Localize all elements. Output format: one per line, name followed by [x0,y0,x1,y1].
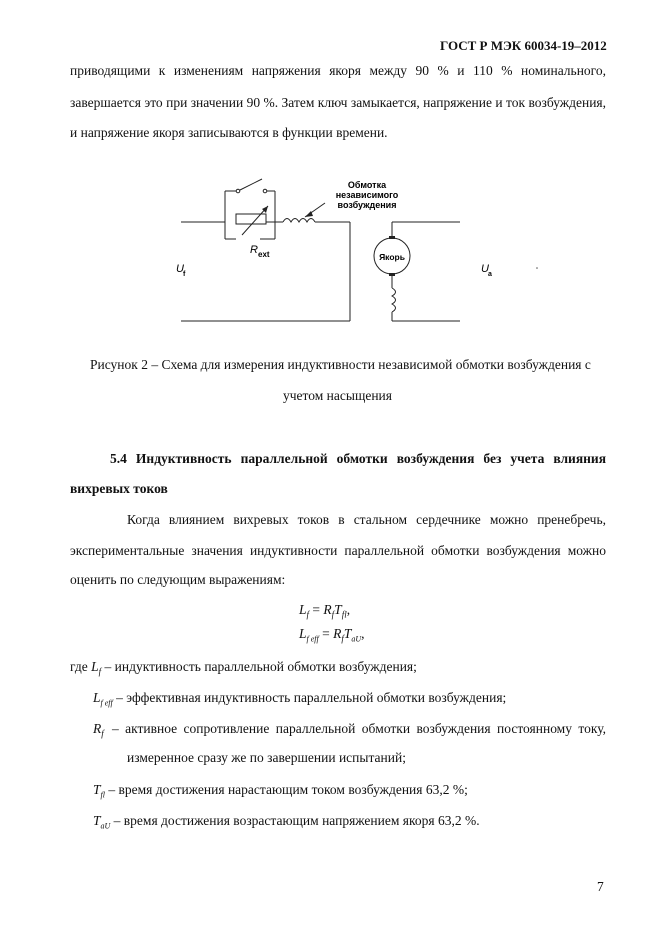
formula-1-t: T [334,602,342,617]
winding-label-1: Обмотка [347,180,387,190]
formula-2-lhs-sub: f eff [306,634,319,644]
page-number: 7 [597,879,604,894]
rf-symbol-sub: f [101,728,104,739]
document-id: ГОСТ Р МЭК 60034-19–2012 [440,38,607,53]
tau-symbol-sub: aU [100,821,111,831]
armature-label: Якорь [379,252,405,262]
lf-text: – индуктивность параллельной обмотки возбуждения; [101,659,417,674]
formula-2-t: T [343,626,352,641]
formula-2-r-sub: f [341,633,344,644]
paragraph-line-2: экспериментальные значения индуктивности параллельной обмотки возбуждения можно [70,543,606,558]
formula-1-end: , [346,602,351,617]
figure-caption-line-2: учетом насыщения [283,388,392,403]
formula-2-end: , [361,626,365,641]
winding-label-2: независимого [335,190,399,200]
formula-2-t-sub: aU [351,634,362,644]
definition-lfeff [93,690,506,708]
paragraph-line-3: оценить по следующим выражениям: [70,572,286,587]
formula-1 [299,602,350,620]
lfeff-symbol: L [93,690,101,705]
formula-1-r: R [323,602,332,617]
lfeff-text: – эффективная индуктивность параллельной обмотки возбуждения; [112,690,507,705]
rf-text-2: измеренное сразу же по завершении испытаний; [127,750,406,765]
tau-symbol: T [93,813,101,828]
tfl-symbol-sub: fl [100,790,105,800]
formula-2-lhs: L [299,626,307,641]
figure-caption-line-1: Рисунок 2 – Схема для измерения индуктивности независимой обмотки возбуждения с [90,357,591,372]
where-label: где [70,659,92,674]
uf-label: U [176,263,184,275]
stray-mark [536,267,538,269]
section-heading-line-2: вихревых токов [70,481,168,496]
definition-tfl [93,782,468,800]
definition-tau [93,813,480,831]
lf-symbol-sub: f [98,666,102,677]
intro-line-3: и напряжение якоря записываются в функции времени. [70,125,388,140]
rf-text: – активное сопротивление параллельной обмотки возбуждения постоянному току, [112,721,606,736]
tfl-symbol: T [93,782,101,797]
rf-symbol: R [93,721,102,736]
formula-2-eq: = [318,626,334,641]
tau-text: – время достижения возрастающим напряжением якоря 63,2 %. [110,813,480,828]
lfeff-symbol-sub: f eff [100,698,113,708]
rext-label-sub: ext [258,250,270,259]
intro-line-1: приводящими к изменениям напряжения якоря между 90 % и 110 % номинального, [70,63,606,78]
tfl-text: – время достижения нарастающим током возбуждения 63,2 %; [104,782,468,797]
rext-label: R [250,244,258,256]
uf-label-sub: f [183,271,186,278]
definition-lf [70,659,417,677]
formula-1-t-sub: fl [341,609,347,620]
lf-symbol: L [91,659,99,674]
formula-1-lhs-sub: f [306,609,310,620]
paragraph-line-1: Когда влиянием вихревых токов в стальном сердечнике можно пренебречь, [127,512,606,527]
formula-1-eq: = [309,602,324,617]
formula-1-lhs: L [299,602,307,617]
winding-label-3: возбуждения [337,200,397,210]
formula-1-r-sub: f [331,609,335,620]
ua-label-sub: a [488,271,492,278]
section-heading-line-1: 5.4 Индуктивность параллельной обмотки возбуждения без учета влияния [110,451,606,466]
ua-label: U [481,263,489,275]
formula-2-r: R [333,626,342,641]
intro-line-2: завершается это при значении 90 %. Затем ключ замыкается, напряжение и ток возбуждения, [70,95,606,110]
formula-2 [299,626,365,644]
definition-rf-symbol [93,721,104,739]
